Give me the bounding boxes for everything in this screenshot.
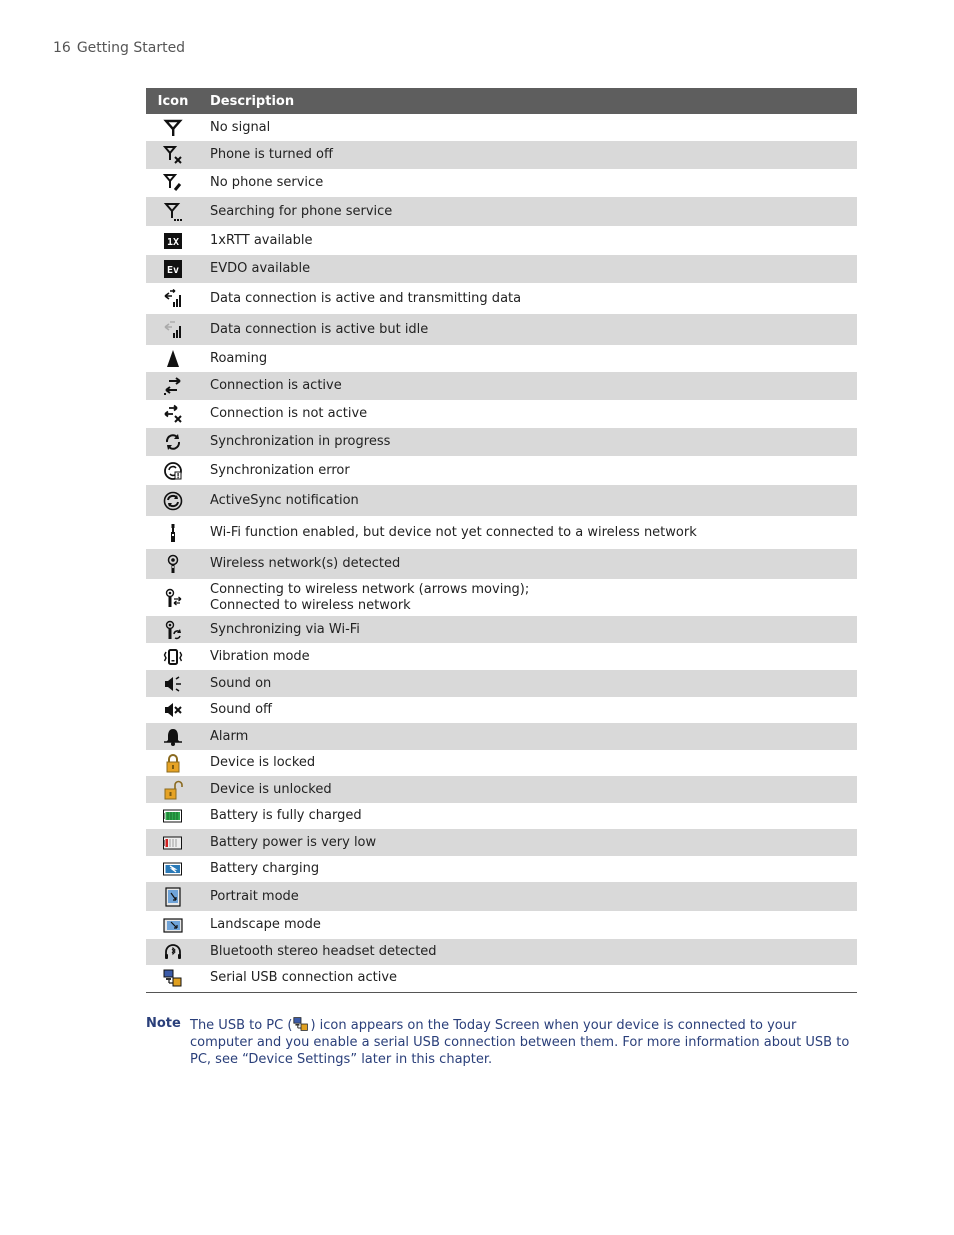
note-text-before: The USB to PC ( (190, 1018, 293, 1033)
description-text-second-line: Connected to wireless network (210, 597, 411, 613)
unlock-icon (163, 780, 183, 800)
activesync-icon (163, 491, 183, 511)
description-text: Sound on (210, 675, 272, 691)
connection-not-active-icon (163, 404, 183, 424)
description-text: Phone is turned off (210, 147, 333, 162)
description-text: Vibration mode (210, 648, 310, 664)
page-number: 16 (53, 40, 71, 56)
description-text: Roaming (210, 350, 268, 366)
description-text: Connecting to wireless network (arrows moving); (210, 581, 530, 597)
description-text: ActiveSync notification (210, 492, 359, 508)
description-cell (200, 456, 857, 485)
description-cell (200, 579, 857, 616)
bluetooth-headset-icon (163, 942, 183, 962)
table-row (146, 697, 857, 723)
description-text: No signal (210, 119, 271, 135)
description-cell (200, 939, 857, 965)
table-row (146, 965, 857, 992)
table-row (146, 114, 857, 141)
table-row (146, 400, 857, 428)
icon-cell (146, 643, 200, 670)
description-cell (200, 776, 857, 803)
no-phone-service-icon (163, 173, 183, 193)
icon-cell (146, 750, 200, 776)
note-label: Note (146, 1016, 181, 1031)
wifi-sync-icon (163, 620, 183, 640)
icon-cell (146, 723, 200, 750)
icon-cell (146, 579, 200, 616)
icon-cell (146, 456, 200, 485)
note-text-after: ) icon appears on the Today Screen when your device is connected to your computer and you enable a serial USB connection between them. For more information about USB to PC, see “Device Settings” later in this chapter. (190, 1018, 850, 1067)
description-text: Battery charging (210, 861, 320, 876)
icon-cell (146, 314, 200, 345)
data-idle-icon (163, 320, 183, 340)
connection-active-icon (163, 376, 183, 396)
wifi-enabled-icon (163, 523, 183, 543)
icon-cell (146, 911, 200, 939)
icon-cell (146, 345, 200, 372)
1xrtt-icon (163, 231, 183, 251)
description-cell (200, 283, 857, 314)
icon-cell (146, 141, 200, 169)
icon-cell (146, 939, 200, 965)
usb-to-pc-icon (292, 1016, 310, 1032)
table-row (146, 776, 857, 803)
table-row (146, 485, 857, 516)
note-text (190, 1016, 857, 1068)
description-cell (200, 750, 857, 776)
description-cell (200, 803, 857, 829)
icon-cell (146, 776, 200, 803)
table-row (146, 549, 857, 579)
section-title: Getting Started (76, 40, 186, 56)
alarm-icon (163, 727, 183, 747)
description-text: No phone service (210, 175, 324, 190)
battery-low-icon (163, 833, 183, 853)
description-cell (200, 549, 857, 579)
description-cell (200, 255, 857, 283)
table-row (146, 141, 857, 169)
no-signal-icon (163, 118, 183, 138)
data-transmitting-icon (163, 289, 183, 309)
description-text: Battery is fully charged (210, 808, 362, 823)
table-row (146, 616, 857, 643)
icon-cell (146, 283, 200, 314)
icon-cell (146, 197, 200, 226)
icon-cell (146, 965, 200, 992)
description-text: Synchronizing via Wi-Fi (210, 621, 360, 637)
table-row (146, 856, 857, 882)
portrait-icon (163, 887, 183, 907)
table-row (146, 516, 857, 549)
sound-off-icon (163, 700, 183, 720)
lock-icon (163, 753, 183, 773)
table-row (146, 345, 857, 372)
description-cell (200, 400, 857, 428)
column-header-description: Description (200, 88, 857, 114)
description-cell (200, 372, 857, 400)
description-text: Landscape mode (210, 917, 321, 932)
description-text: Connection is active (210, 378, 342, 393)
column-header-icon: Icon (146, 88, 200, 114)
svg-text:Ev: Ev (166, 265, 180, 276)
table-row (146, 226, 857, 255)
battery-charging-icon (163, 859, 183, 879)
description-cell (200, 670, 857, 697)
icon-cell (146, 829, 200, 856)
icon-cell (146, 255, 200, 283)
description-cell (200, 485, 857, 516)
icon-cell (146, 114, 200, 141)
table-row (146, 939, 857, 965)
searching-service-icon (163, 202, 183, 222)
description-text: Wireless network(s) detected (210, 556, 401, 571)
icon-cell (146, 616, 200, 643)
icon-cell (146, 428, 200, 456)
icon-cell (146, 882, 200, 911)
description-text: Portrait mode (210, 888, 299, 904)
battery-full-icon (163, 806, 183, 826)
sync-error-icon (163, 461, 183, 481)
description-cell (200, 141, 857, 169)
icon-cell (146, 485, 200, 516)
landscape-icon (163, 915, 183, 935)
evdo-icon (163, 259, 183, 279)
icon-cell (146, 516, 200, 549)
description-text: Sound off (210, 702, 272, 717)
description-cell (200, 856, 857, 882)
table-row (146, 456, 857, 485)
table-row (146, 579, 857, 616)
description-text: Device is locked (210, 755, 316, 770)
table-row (146, 829, 857, 856)
vibration-icon (163, 647, 183, 667)
description-text: Connection is not active (210, 406, 368, 421)
icon-cell (146, 372, 200, 400)
icon-cell (146, 549, 200, 579)
description-text: EVDO available (210, 261, 311, 276)
description-text: Wi-Fi function enabled, but device not yet connected to a wireless network (210, 524, 697, 540)
description-cell (200, 314, 857, 345)
description-cell (200, 829, 857, 856)
description-text: Synchronization error (210, 462, 350, 478)
table-row (146, 314, 857, 345)
description-text: Device is unlocked (210, 781, 332, 797)
description-cell (200, 345, 857, 372)
icon-cell (146, 169, 200, 197)
table-row (146, 750, 857, 776)
wifi-detected-icon (163, 554, 183, 574)
description-text: Serial USB connection active (210, 970, 398, 986)
table-row (146, 169, 857, 197)
sync-progress-icon (163, 432, 183, 452)
sound-on-icon (163, 674, 183, 694)
phone-off-icon (163, 145, 183, 165)
table-row (146, 882, 857, 911)
icon-cell (146, 697, 200, 723)
icon-cell (146, 803, 200, 829)
description-cell (200, 723, 857, 750)
wifi-connecting-icon (163, 588, 183, 608)
table-body (146, 114, 857, 992)
description-cell (200, 911, 857, 939)
description-text: Synchronization in progress (210, 434, 391, 449)
description-cell (200, 226, 857, 255)
table-row (146, 723, 857, 750)
table-row (146, 670, 857, 697)
page-header (53, 40, 185, 56)
roaming-icon (163, 349, 183, 369)
table-row (146, 197, 857, 226)
description-text: Battery power is very low (210, 834, 377, 850)
description-cell (200, 516, 857, 549)
status-icon-table (146, 88, 857, 993)
description-text: Alarm (210, 728, 249, 744)
icon-cell (146, 856, 200, 882)
table-row (146, 803, 857, 829)
description-text: Bluetooth stereo headset detected (210, 944, 437, 959)
icon-cell (146, 400, 200, 428)
description-text: Searching for phone service (210, 203, 393, 219)
table-row (146, 283, 857, 314)
description-text: Data connection is active but idle (210, 321, 429, 337)
description-text: 1xRTT available (210, 232, 313, 248)
description-cell (200, 965, 857, 992)
svg-text:1X: 1X (166, 236, 180, 248)
description-cell (200, 616, 857, 643)
usb-serial-icon (163, 968, 183, 988)
table-row (146, 911, 857, 939)
table-header-row (146, 88, 857, 114)
icon-cell (146, 226, 200, 255)
table-row (146, 643, 857, 670)
table-row (146, 428, 857, 456)
table-row (146, 255, 857, 283)
description-cell (200, 428, 857, 456)
description-cell (200, 169, 857, 197)
description-cell (200, 197, 857, 226)
description-cell (200, 643, 857, 670)
table-row (146, 372, 857, 400)
description-cell (200, 697, 857, 723)
description-cell (200, 114, 857, 141)
icon-cell (146, 670, 200, 697)
description-text: Data connection is active and transmitting data (210, 290, 522, 306)
description-cell (200, 882, 857, 911)
